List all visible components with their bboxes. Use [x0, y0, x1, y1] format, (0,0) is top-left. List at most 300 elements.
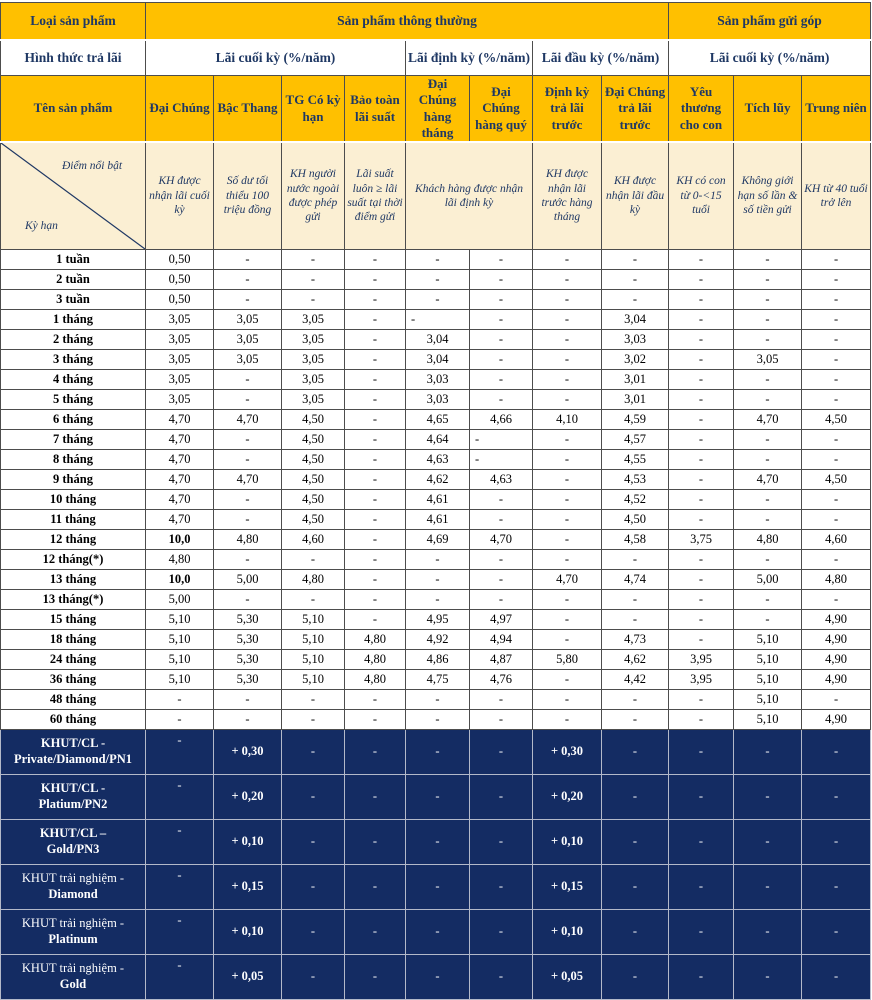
- rate-cell: 4,50: [282, 410, 345, 430]
- rate-cell: -: [669, 350, 734, 370]
- vip-rate-cell: -: [345, 730, 406, 775]
- rate-cell: 4,59: [602, 410, 669, 430]
- rate-cell: 4,90: [802, 610, 871, 630]
- rate-cell: 0,50: [146, 250, 214, 270]
- rate-cell: 4,70: [146, 450, 214, 470]
- rate-cell: 4,52: [602, 490, 669, 510]
- term-cell: 3 tháng: [1, 350, 146, 370]
- rate-cell: -: [214, 450, 282, 470]
- rate-cell: -: [533, 310, 602, 330]
- rate-cell: 4,50: [282, 430, 345, 450]
- rate-cell: -: [533, 270, 602, 290]
- vip-rate-cell: -: [345, 955, 406, 1000]
- vip-rate-cell: -: [146, 775, 214, 820]
- savings-products-header: Sản phẩm gửi góp: [669, 3, 871, 41]
- term-cell: 48 tháng: [1, 690, 146, 710]
- rate-cell: -: [734, 330, 802, 350]
- vip-rate-cell: -: [282, 820, 345, 865]
- rate-cell: -: [282, 270, 345, 290]
- rate-cell: 5,10: [146, 610, 214, 630]
- term-cell: 1 tháng: [1, 310, 146, 330]
- rate-row: [1, 390, 871, 410]
- rate-cell: -: [406, 690, 470, 710]
- rate-cell: -: [734, 450, 802, 470]
- rate-cell: -: [669, 250, 734, 270]
- rate-cell: -: [669, 630, 734, 650]
- rate-cell: 4,64: [406, 430, 470, 450]
- rate-cell: 4,80: [345, 630, 406, 650]
- rate-cell: -: [533, 430, 602, 450]
- rate-row: [1, 530, 871, 550]
- rate-cell: 4,70: [214, 470, 282, 490]
- interest-form-row: [1, 40, 871, 76]
- term-cell: 7 tháng: [1, 430, 146, 450]
- description-cell: Số dư tối thiểu 100 triệu đồng: [214, 142, 282, 250]
- rate-cell: -: [345, 370, 406, 390]
- term-cell: 12 tháng: [1, 530, 146, 550]
- rate-cell: 4,50: [802, 470, 871, 490]
- rate-cell: 4,80: [802, 570, 871, 590]
- vip-rate-cell: -: [734, 865, 802, 910]
- rate-cell: -: [734, 250, 802, 270]
- term-cell: 18 tháng: [1, 630, 146, 650]
- vip-rate-cell: -: [282, 865, 345, 910]
- rate-cell: 4,70: [533, 570, 602, 590]
- rate-cell: 3,04: [406, 350, 470, 370]
- vip-rate-cell: -: [802, 955, 871, 1000]
- vip-rate-cell: -: [470, 775, 533, 820]
- vip-rate-cell: -: [146, 730, 214, 775]
- rate-cell: -: [345, 250, 406, 270]
- rate-cell: 10,0: [146, 530, 214, 550]
- rate-cell: -: [214, 390, 282, 410]
- rate-cell: -: [470, 570, 533, 590]
- vip-label-cell: [1, 730, 146, 775]
- rate-cell: 0,50: [146, 270, 214, 290]
- rate-cell: -: [214, 250, 282, 270]
- rate-cell: -: [533, 470, 602, 490]
- term-axis-label: Kỳ hạn: [25, 219, 58, 232]
- rate-cell: 3,05: [282, 330, 345, 350]
- vip-rate-cell: -: [146, 955, 214, 1000]
- vip-rate-cell: -: [470, 730, 533, 775]
- vip-label-cell: [1, 955, 146, 1000]
- rate-cell: -: [470, 290, 533, 310]
- description-cell: KH được nhận lãi trước hàng tháng: [533, 142, 602, 250]
- rate-cell: 3,01: [602, 390, 669, 410]
- rate-cell: -: [669, 510, 734, 530]
- rate-cell: -: [802, 330, 871, 350]
- rate-cell: -: [669, 290, 734, 310]
- vip-rate-cell: + 0,10: [214, 820, 282, 865]
- vip-rate-cell: -: [406, 820, 470, 865]
- rate-cell: -: [470, 250, 533, 270]
- rate-cell: -: [734, 290, 802, 310]
- rate-cell: 4,80: [282, 570, 345, 590]
- rate-cell: -: [669, 390, 734, 410]
- rate-cell: -: [602, 590, 669, 610]
- rate-cell: -: [345, 390, 406, 410]
- vip-label-line2: Gold/PN3: [46, 842, 100, 856]
- rate-cell: 4,50: [282, 490, 345, 510]
- rate-cell: 3,05: [146, 370, 214, 390]
- rate-cell: -: [669, 610, 734, 630]
- vip-label-line2: Platium/PN2: [38, 797, 108, 811]
- vip-rate-cell: -: [669, 775, 734, 820]
- vip-rate-cell: + 0,20: [533, 775, 602, 820]
- rate-cell: 4,75: [406, 670, 470, 690]
- rate-cell: 5,00: [214, 570, 282, 590]
- rate-cell: -: [802, 450, 871, 470]
- rate-cell: 4,80: [345, 670, 406, 690]
- rate-cell: 3,95: [669, 650, 734, 670]
- vip-rate-cell: -: [146, 910, 214, 955]
- rate-cell: -: [406, 710, 470, 730]
- rate-row: [1, 630, 871, 650]
- rate-cell: -: [406, 570, 470, 590]
- rate-cell: 4,61: [406, 510, 470, 530]
- rate-cell: -: [802, 250, 871, 270]
- rate-cell: -: [734, 510, 802, 530]
- rate-cell: -: [345, 310, 406, 330]
- group-header-upfront: Lãi đầu kỳ (%/năm): [533, 40, 669, 76]
- vip-rate-cell: -: [470, 865, 533, 910]
- rate-cell: 4,42: [602, 670, 669, 690]
- vip-rate-cell: + 0,30: [214, 730, 282, 775]
- rate-cell: 5,30: [214, 650, 282, 670]
- column-header: Đại Chúng trả lãi trước: [602, 76, 669, 143]
- rate-cell: -: [345, 470, 406, 490]
- vip-rate-cell: -: [734, 775, 802, 820]
- term-cell: 4 tháng: [1, 370, 146, 390]
- rate-cell: 4,74: [602, 570, 669, 590]
- description-cell: Lãi suất luôn ≥ lãi suất tại thời điểm gửi: [345, 142, 406, 250]
- rate-cell: 4,90: [802, 710, 871, 730]
- rate-cell: 4,70: [146, 510, 214, 530]
- rate-row: [1, 410, 871, 430]
- rate-cell: -: [406, 250, 470, 270]
- rate-row: [1, 350, 871, 370]
- rate-cell: -: [146, 690, 214, 710]
- vip-rate-cell: -: [470, 955, 533, 1000]
- rate-cell: -: [214, 690, 282, 710]
- rate-cell: -: [669, 330, 734, 350]
- vip-rate-cell: + 0,20: [214, 775, 282, 820]
- vip-rate-cell: -: [470, 910, 533, 955]
- rate-cell: -: [470, 590, 533, 610]
- rate-cell: 4,66: [470, 410, 533, 430]
- vip-rate-cell: -: [669, 955, 734, 1000]
- vip-row: [1, 955, 871, 1000]
- vip-rate-cell: -: [602, 955, 669, 1000]
- vip-rate-cell: -: [602, 730, 669, 775]
- rate-cell: -: [282, 550, 345, 570]
- rate-cell: -: [734, 390, 802, 410]
- rate-cell: -: [345, 350, 406, 370]
- rate-cell: -: [345, 270, 406, 290]
- vip-rate-cell: -: [282, 730, 345, 775]
- vip-label-line2: Diamond: [48, 887, 98, 901]
- rate-cell: -: [282, 590, 345, 610]
- rate-cell: -: [345, 490, 406, 510]
- rate-cell: -: [470, 310, 533, 330]
- rate-row: [1, 590, 871, 610]
- column-header: Yêu thương cho con: [669, 76, 734, 143]
- rate-cell: -: [533, 710, 602, 730]
- rate-cell: 4,63: [470, 470, 533, 490]
- rate-cell: 5,10: [282, 630, 345, 650]
- rate-cell: -: [214, 490, 282, 510]
- rate-cell: -: [602, 250, 669, 270]
- rate-cell: -: [470, 450, 533, 470]
- rate-cell: 4,70: [146, 470, 214, 490]
- vip-label-line1: KHUT/CL –: [39, 826, 107, 841]
- rate-cell: 3,05: [734, 350, 802, 370]
- term-cell: 5 tháng: [1, 390, 146, 410]
- rate-cell: 4,62: [602, 650, 669, 670]
- vip-rate-cell: -: [602, 865, 669, 910]
- rate-cell: 4,73: [602, 630, 669, 650]
- rate-cell: 4,87: [470, 650, 533, 670]
- rate-cell: -: [214, 290, 282, 310]
- rate-cell: -: [470, 270, 533, 290]
- rate-cell: -: [214, 270, 282, 290]
- vip-rate-cell: -: [802, 865, 871, 910]
- rate-cell: -: [602, 690, 669, 710]
- rate-cell: 4,57: [602, 430, 669, 450]
- rate-cell: -: [669, 430, 734, 450]
- term-cell: 60 tháng: [1, 710, 146, 730]
- vip-rate-cell: + 0,05: [533, 955, 602, 1000]
- vip-rate-cell: -: [802, 775, 871, 820]
- vip-rate-cell: -: [802, 820, 871, 865]
- rate-cell: 4,70: [146, 490, 214, 510]
- rate-cell: -: [533, 630, 602, 650]
- rate-cell: 4,50: [282, 510, 345, 530]
- rate-cell: 5,30: [214, 630, 282, 650]
- rate-cell: -: [669, 590, 734, 610]
- vip-rate-cell: + 0,30: [533, 730, 602, 775]
- rate-cell: -: [533, 350, 602, 370]
- rate-cell: -: [802, 430, 871, 450]
- vip-rate-cell: + 0,10: [533, 910, 602, 955]
- vip-rate-cell: -: [802, 730, 871, 775]
- rate-cell: 5,10: [734, 630, 802, 650]
- rate-cell: -: [533, 290, 602, 310]
- rate-row: [1, 570, 871, 590]
- vip-rate-cell: -: [406, 865, 470, 910]
- rate-cell: -: [533, 330, 602, 350]
- rate-cell: 4,70: [470, 530, 533, 550]
- rate-cell: 5,10: [734, 690, 802, 710]
- vip-rate-cell: -: [669, 910, 734, 955]
- rate-cell: -: [669, 470, 734, 490]
- term-cell: 2 tháng: [1, 330, 146, 350]
- rate-cell: 4,80: [345, 650, 406, 670]
- rate-cell: -: [406, 290, 470, 310]
- rate-cell: -: [214, 370, 282, 390]
- rate-cell: -: [669, 310, 734, 330]
- rate-row: [1, 310, 871, 330]
- rate-cell: 4,94: [470, 630, 533, 650]
- description-cell: KH được nhận lãi đầu kỳ: [602, 142, 669, 250]
- column-header: Đại Chúng hàng tháng: [406, 76, 470, 143]
- vip-rate-cell: + 0,15: [214, 865, 282, 910]
- column-header: Trung niên: [802, 76, 871, 143]
- highlight-row: [1, 142, 871, 250]
- vip-label-cell: [1, 865, 146, 910]
- rate-cell: -: [406, 310, 470, 330]
- column-header: Bảo toàn lãi suất: [345, 76, 406, 143]
- rate-cell: 4,50: [602, 510, 669, 530]
- term-cell: 11 tháng: [1, 510, 146, 530]
- interest-rate-table: [0, 2, 871, 1000]
- rate-cell: 3,01: [602, 370, 669, 390]
- rate-cell: 5,10: [734, 650, 802, 670]
- interest-form-label: Hình thức trả lãi: [1, 40, 146, 76]
- column-header: TG Có kỳ hạn: [282, 76, 345, 143]
- rate-cell: -: [345, 550, 406, 570]
- vip-rate-cell: -: [734, 820, 802, 865]
- rate-cell: 4,97: [470, 610, 533, 630]
- rate-cell: -: [470, 490, 533, 510]
- rate-cell: -: [470, 350, 533, 370]
- rate-cell: -: [533, 670, 602, 690]
- vip-rate-cell: -: [602, 775, 669, 820]
- rate-cell: -: [734, 370, 802, 390]
- rate-cell: 4,53: [602, 470, 669, 490]
- vip-rate-cell: -: [406, 910, 470, 955]
- rate-cell: -: [214, 430, 282, 450]
- vip-rate-cell: -: [345, 820, 406, 865]
- rate-cell: 4,70: [734, 470, 802, 490]
- vip-rate-cell: + 0,05: [214, 955, 282, 1000]
- rate-cell: 4,80: [734, 530, 802, 550]
- product-name-label: Tên sản phẩm: [1, 76, 146, 143]
- rate-cell: -: [406, 590, 470, 610]
- rate-cell: -: [470, 330, 533, 350]
- term-cell: 2 tuần: [1, 270, 146, 290]
- column-header: Bậc Thang: [214, 76, 282, 143]
- vip-rate-cell: -: [802, 910, 871, 955]
- rate-row: [1, 610, 871, 630]
- rate-cell: 3,05: [146, 330, 214, 350]
- rate-cell: -: [345, 690, 406, 710]
- rate-cell: -: [802, 310, 871, 330]
- rate-row: [1, 290, 871, 310]
- rate-cell: 3,05: [282, 370, 345, 390]
- rate-cell: -: [669, 410, 734, 430]
- rate-cell: -: [533, 550, 602, 570]
- rate-cell: 3,05: [282, 390, 345, 410]
- group-header-end-of-term-savings: Lãi cuối kỳ (%/năm): [669, 40, 871, 76]
- vip-rate-cell: -: [345, 910, 406, 955]
- rate-cell: 5,10: [146, 670, 214, 690]
- description-cell: KH được nhận lãi cuối kỳ: [146, 142, 214, 250]
- rate-cell: 4,58: [602, 530, 669, 550]
- rate-cell: -: [345, 590, 406, 610]
- vip-rows-body: [1, 730, 871, 1000]
- rate-cell: 4,80: [146, 550, 214, 570]
- rate-cell: 5,80: [533, 650, 602, 670]
- rate-cell: -: [282, 290, 345, 310]
- rate-row: [1, 370, 871, 390]
- rate-cell: 3,04: [602, 310, 669, 330]
- regular-products-header: Sản phẩm thông thường: [146, 3, 669, 41]
- rate-cell: -: [214, 510, 282, 530]
- vip-rate-cell: -: [602, 820, 669, 865]
- rate-cell: -: [282, 710, 345, 730]
- vip-rate-cell: -: [470, 820, 533, 865]
- rate-cell: 4,50: [802, 410, 871, 430]
- vip-rate-cell: -: [345, 775, 406, 820]
- rate-cell: -: [214, 550, 282, 570]
- vip-rate-cell: -: [146, 865, 214, 910]
- rate-cell: 4,60: [282, 530, 345, 550]
- rate-cell: -: [345, 430, 406, 450]
- term-cell: 10 tháng: [1, 490, 146, 510]
- rate-cell: 5,10: [146, 650, 214, 670]
- rate-cell: -: [802, 690, 871, 710]
- vip-label-cell: [1, 775, 146, 820]
- rate-row: [1, 710, 871, 730]
- rate-cell: 5,00: [734, 570, 802, 590]
- rate-cell: 3,03: [406, 390, 470, 410]
- vip-rate-cell: -: [734, 955, 802, 1000]
- rate-cell: -: [470, 690, 533, 710]
- term-cell: 12 tháng(*): [1, 550, 146, 570]
- rate-cell: -: [533, 510, 602, 530]
- rate-cell: 10,0: [146, 570, 214, 590]
- rate-cell: -: [533, 610, 602, 630]
- rate-cell: -: [734, 270, 802, 290]
- rate-row: [1, 690, 871, 710]
- rate-cell: 4,95: [406, 610, 470, 630]
- rate-cell: 4,86: [406, 650, 470, 670]
- vip-rate-cell: -: [734, 730, 802, 775]
- rate-cell: 4,10: [533, 410, 602, 430]
- rate-cell: 4,50: [282, 450, 345, 470]
- vip-row: [1, 910, 871, 955]
- rate-cell: -: [533, 530, 602, 550]
- rate-row: [1, 450, 871, 470]
- rate-cell: 4,70: [734, 410, 802, 430]
- rate-cell: -: [470, 710, 533, 730]
- rate-cell: -: [533, 490, 602, 510]
- product-type-label: Loại sản phẩm: [1, 3, 146, 41]
- rate-cell: -: [802, 270, 871, 290]
- rate-cell: 4,90: [802, 650, 871, 670]
- rate-cell: -: [470, 430, 533, 450]
- diagonal-header-cell: [1, 142, 146, 250]
- rate-row: [1, 270, 871, 290]
- column-header: Đại Chúng: [146, 76, 214, 143]
- column-header: Định kỳ trả lãi trước: [533, 76, 602, 143]
- rate-cell: -: [345, 530, 406, 550]
- group-header-periodic: Lãi định kỳ (%/năm): [406, 40, 533, 76]
- description-cell: KH người nước ngoài được phép gửi: [282, 142, 345, 250]
- rate-cell: -: [345, 330, 406, 350]
- rate-cell: -: [282, 250, 345, 270]
- rate-cell: -: [734, 430, 802, 450]
- rate-cell: -: [602, 610, 669, 630]
- description-cell: Không giới hạn số lần & số tiền gửi: [734, 142, 802, 250]
- rate-cell: -: [345, 290, 406, 310]
- rate-cell: 5,10: [734, 710, 802, 730]
- rate-row: [1, 330, 871, 350]
- term-cell: 8 tháng: [1, 450, 146, 470]
- rate-cell: 3,04: [406, 330, 470, 350]
